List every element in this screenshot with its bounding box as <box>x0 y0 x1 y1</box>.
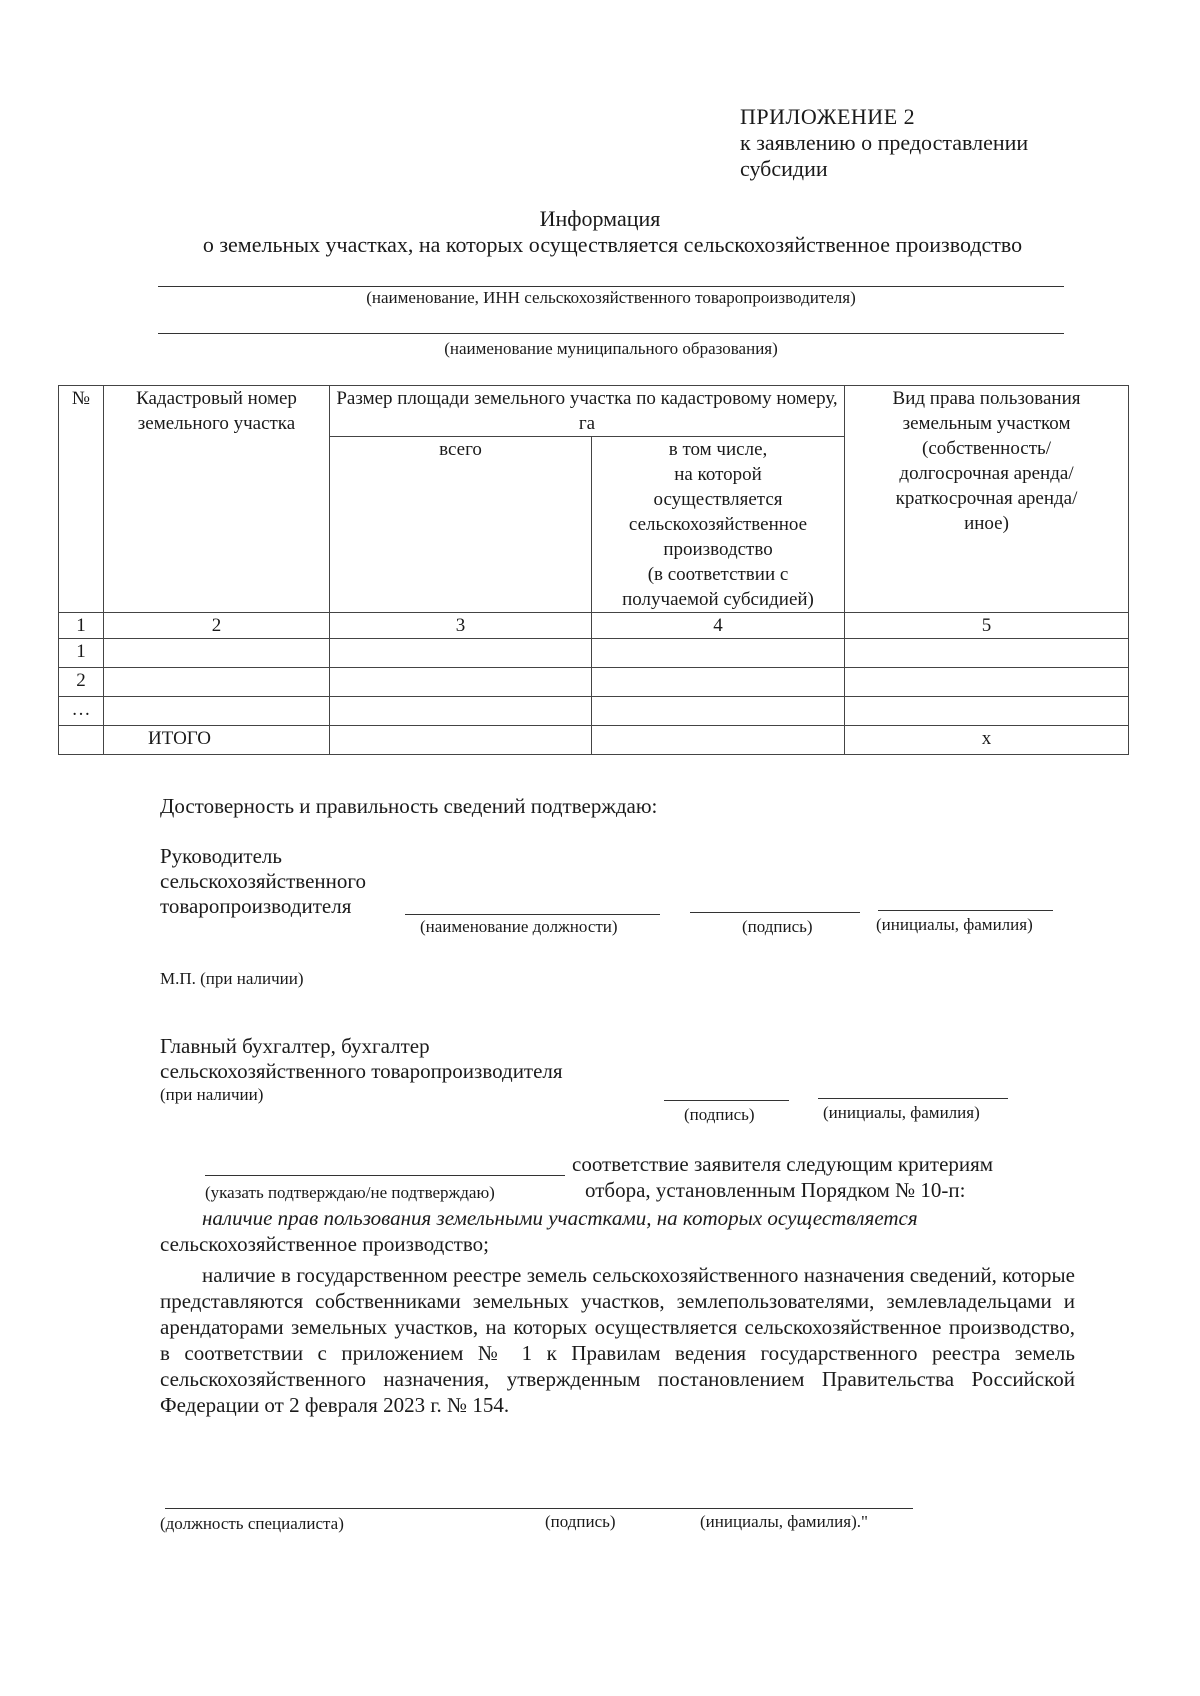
stamp-label: М.П. (при наличии) <box>160 969 304 988</box>
appendix-line: к заявлению о предоставлении <box>740 130 1029 155</box>
table-row: … <box>59 697 1129 726</box>
document-subtitle: о земельных участках, на которых осуществляется сельскохозяйственное производство <box>202 232 1023 257</box>
accountant-label: сельскохозяйственного товаропроизводителя <box>160 1059 563 1083</box>
accountant-signature-line[interactable] <box>664 1100 789 1101</box>
specialist-line[interactable] <box>165 1508 913 1509</box>
total-mark: х <box>845 726 1129 755</box>
column-numbers-row <box>59 613 1129 639</box>
producer-caption: (наименование, ИНН сельскохозяйственного товаропроизводителя) <box>366 288 856 307</box>
header-cadastral: Кадастровый номер земельного участка <box>104 386 330 613</box>
colnum: 1 <box>59 613 104 639</box>
header-area: Размер площади земельного участка по кадастровому номеру, га <box>330 386 845 437</box>
municipality-caption: (наименование муниципального образования) <box>444 339 778 358</box>
head-label: Руководитель <box>160 844 282 868</box>
appendix-line: субсидии <box>740 156 828 181</box>
head-label: товаропроизводителя <box>160 894 352 918</box>
confirm-statement: Достоверность и правильность сведений подтверждаю: <box>160 794 658 818</box>
confirm-field-line[interactable] <box>205 1175 565 1176</box>
appendix-block <box>740 104 1028 182</box>
colnum: 5 <box>845 613 1129 639</box>
specialist-position-caption: (должность специалиста) <box>160 1514 344 1533</box>
colnum: 2 <box>104 613 330 639</box>
accountant-signature-caption: (подпись) <box>684 1105 755 1124</box>
colnum: 3 <box>330 613 592 639</box>
head-initials-line[interactable] <box>878 910 1053 911</box>
appendix-title: ПРИЛОЖЕНИЕ 2 <box>740 104 916 129</box>
specialist-signature-caption: (подпись) <box>545 1512 616 1531</box>
confirm-field-caption: (указать подтверждаю/не подтверждаю) <box>205 1183 495 1202</box>
head-initials-caption: (инициалы, фамилия) <box>876 915 1033 934</box>
municipality-field-line <box>158 333 1064 334</box>
specialist-initials-caption: (инициалы, фамилия)." <box>700 1512 868 1531</box>
criteria-intro: отбора, установленным Порядком № 10-п: <box>585 1178 966 1202</box>
accountant-initials-caption: (инициалы, фамилия) <box>823 1103 980 1122</box>
table-row: 1 <box>59 639 1129 668</box>
producer-field-line <box>158 286 1064 287</box>
accountant-note: (при наличии) <box>160 1085 264 1104</box>
head-signature-line[interactable] <box>690 912 860 913</box>
head-signature-caption: (подпись) <box>742 917 813 936</box>
head-position-line[interactable] <box>405 914 660 915</box>
header-right: Вид права пользования земельным участком (собственность/ долгосрочная аренда/ краткосрочная аренда/ иное) <box>845 386 1129 613</box>
criteria-item-2: наличие в государственном реестре земель сельскохозяйственного назначения сведений, которые представляются собственниками земельных участков, землепользователями, землевладельцами и арендаторами земельных участков, на которых осуществляется сельскохозяйственное производство, в соответствии с приложением № 1 к Правилам ведения государственного реестра земель сельскохозяйственного назначения, утвержденным постановлением Правительства Российской Федерации от 2 февраля 2023 г. № 154. <box>160 1263 1075 1417</box>
header-total: всего <box>330 437 592 613</box>
header-num: № <box>59 386 104 613</box>
table-row: 2 <box>59 668 1129 697</box>
criteria-item-1: наличие прав пользования земельными участками, на которых осуществляется сельскохозяйственное производство; <box>160 1206 918 1256</box>
accountant-initials-line[interactable] <box>818 1098 1008 1099</box>
total-row <box>59 726 1129 755</box>
land-plots-table <box>58 385 1129 755</box>
criteria-intro: соответствие заявителя следующим критериям <box>572 1152 994 1176</box>
accountant-label: Главный бухгалтер, бухгалтер <box>160 1034 430 1058</box>
total-label: ИТОГО <box>104 726 330 755</box>
document-title: Информация <box>539 206 661 231</box>
colnum: 4 <box>592 613 845 639</box>
head-label: сельскохозяйственного <box>160 869 366 893</box>
header-including: в том числе, на которой осуществляется сельскохозяйственное производство (в соответствии с получаемой субсидией) <box>592 437 845 613</box>
head-position-caption: (наименование должности) <box>420 917 618 936</box>
